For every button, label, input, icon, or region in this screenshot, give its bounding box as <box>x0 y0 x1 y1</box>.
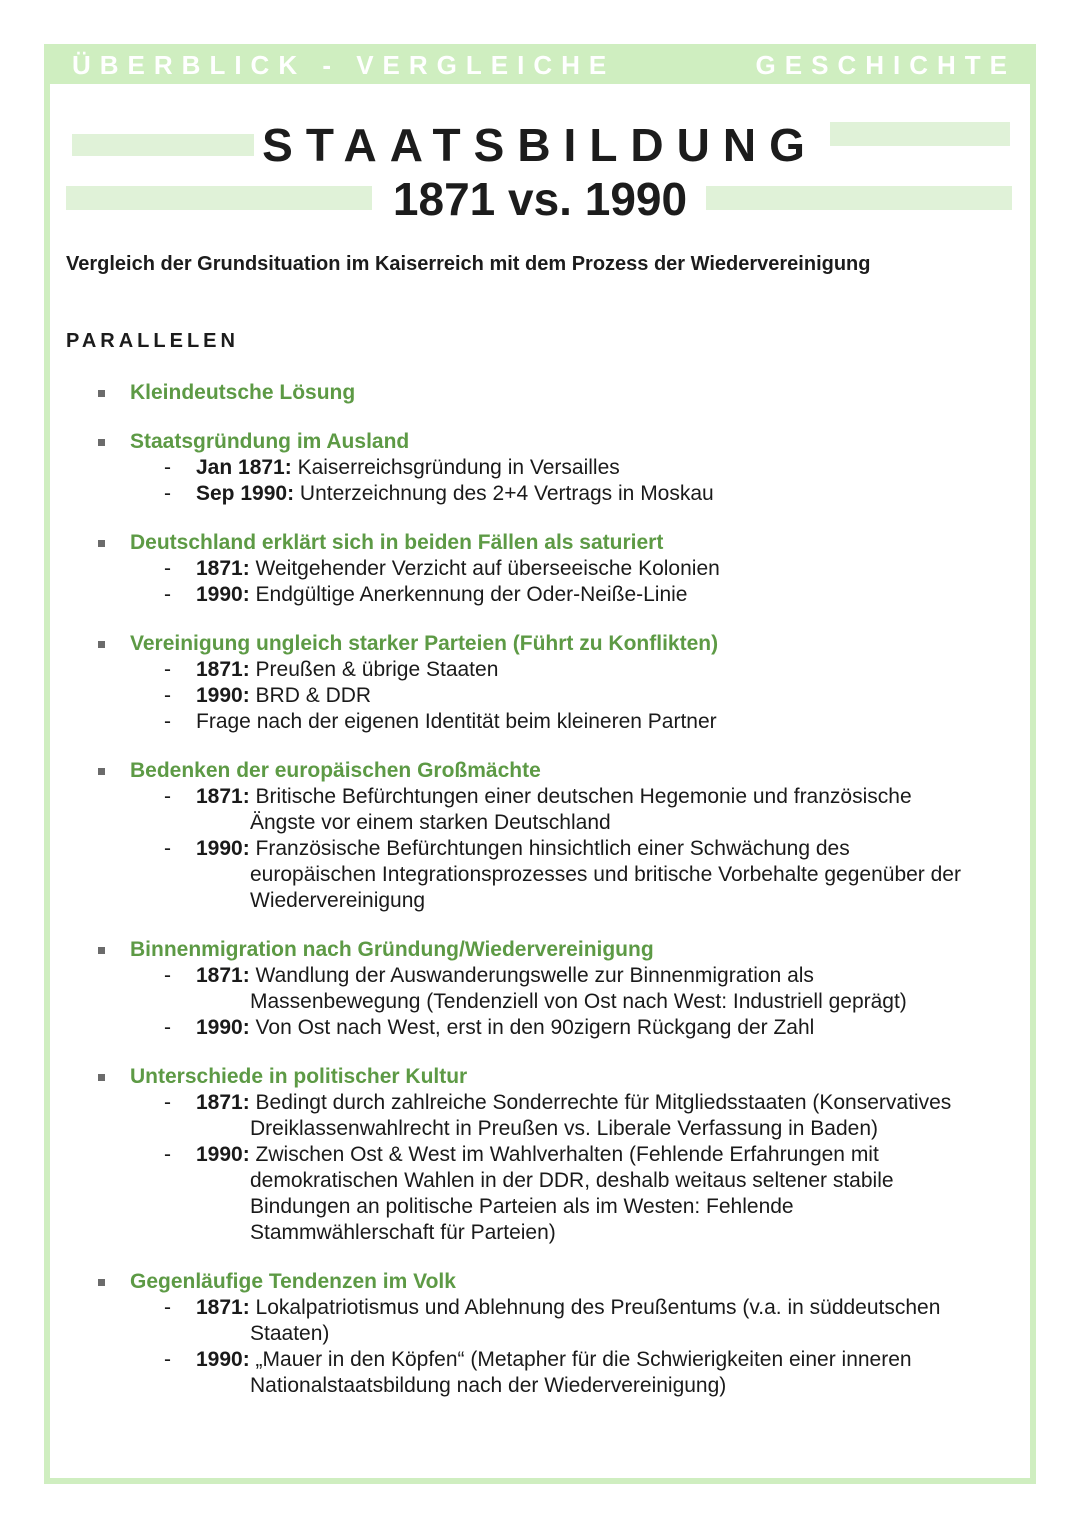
square-bullet-icon <box>98 439 105 446</box>
sub-point-continuation: demokratischen Wahlen in der DDR, deshalb weitaus seltener stabile <box>250 1169 894 1192</box>
sub-point <box>90 582 1020 608</box>
sub-point-date: 1871: <box>196 1091 250 1114</box>
list-item-heading <box>90 758 1020 784</box>
sub-point-text: Kaiserreichsgründung in Versailles <box>291 456 620 479</box>
sub-point-continuation: Ängste vor einem starken Deutschland <box>250 811 611 834</box>
list-item <box>90 380 1020 406</box>
sub-point-text: Wandlung der Auswanderungswelle zur Binnenmigration als <box>249 964 814 987</box>
header-left-label: ÜBERBLICK - VERGLEICHE <box>72 50 616 80</box>
sub-point-text: Britische Befürchtungen einer deutschen Hegemonie und französische <box>249 785 912 808</box>
dash-icon: - <box>164 1016 171 1039</box>
sub-point-continuation: Dreiklassenwahlrecht in Preußen vs. Liberale Verfassung in Baden) <box>250 1117 879 1140</box>
dash-icon: - <box>164 482 171 505</box>
sub-point-continuation: Bindungen an politische Parteien als im Westen: Fehlende <box>250 1195 794 1218</box>
sub-point-continuation: Wiedervereinigung <box>250 889 426 912</box>
list-item-heading-text: Deutschland erklärt sich in beiden Fällen als saturiert <box>130 531 664 554</box>
sub-point-date: 1990: <box>196 837 250 860</box>
sub-point <box>90 1142 1020 1168</box>
sub-point <box>90 784 1020 810</box>
sub-point-date: 1871: <box>196 785 250 808</box>
sub-point-continuation: Staaten) <box>250 1322 330 1345</box>
sub-point-date: 1871: <box>196 557 250 580</box>
header-right-label: GESCHICHTE <box>755 50 1016 80</box>
square-bullet-icon <box>98 768 105 775</box>
sub-point-text: Frage nach der eigenen Identität beim kleineren Partner <box>196 710 717 733</box>
sub-point <box>90 683 1020 709</box>
sub-point-date: 1871: <box>196 964 250 987</box>
sub-point <box>90 836 1020 862</box>
sub-point <box>90 481 1020 507</box>
list-item-heading <box>90 1064 1020 1090</box>
sub-point-text: Zwischen Ost & West im Wahlverhalten (Fehlende Erfahrungen mit <box>249 1143 879 1166</box>
sub-point-date: 1990: <box>196 1348 250 1371</box>
decor-bar-bottom-right <box>706 186 1012 210</box>
decor-bar-bottom-left <box>66 186 372 210</box>
sub-point-text: Bedingt durch zahlreiche Sonderrechte für Mitgliedsstaaten (Konservatives <box>249 1091 952 1114</box>
list-item-heading-text: Bedenken der europäischen Großmächte <box>130 759 541 782</box>
list-item-heading-text: Staatsgründung im Ausland <box>130 430 410 453</box>
list-item <box>90 758 1020 914</box>
intro-text: Vergleich der Grundsituation im Kaiserreich mit dem Prozess der Wiedervereinigung <box>66 253 871 275</box>
list-item-heading <box>90 1269 1020 1295</box>
square-bullet-icon <box>98 641 105 648</box>
sub-point <box>90 657 1020 683</box>
dash-icon: - <box>164 658 171 681</box>
dash-icon: - <box>164 456 171 479</box>
dash-icon: - <box>164 1296 171 1319</box>
sub-point-date: 1990: <box>196 684 250 707</box>
list-item <box>90 1064 1020 1246</box>
sub-point-date: Jan 1871: <box>196 456 292 479</box>
sub-point-date: 1990: <box>196 583 250 606</box>
sub-point-text: Preußen & übrige Staaten <box>249 658 499 681</box>
list-item-heading-text: Kleindeutsche Lösung <box>130 381 356 404</box>
sub-point-continuation: Nationalstaatsbildung nach der Wiedervereinigung) <box>250 1374 727 1397</box>
square-bullet-icon <box>98 947 105 954</box>
sub-point-date: 1990: <box>196 1143 250 1166</box>
square-bullet-icon <box>98 390 105 397</box>
list-item <box>90 937 1020 1041</box>
page-subtitle: 1871 vs. 1990 <box>392 173 688 225</box>
square-bullet-icon <box>98 540 105 547</box>
sub-point <box>90 1090 1020 1116</box>
dash-icon: - <box>164 785 171 808</box>
parallels-list <box>90 380 1020 1422</box>
list-item-heading-text: Binnenmigration nach Gründung/Wiedervereinigung <box>130 938 654 961</box>
list-item <box>90 631 1020 735</box>
list-item <box>90 530 1020 608</box>
dash-icon: - <box>164 964 171 987</box>
list-item-heading <box>90 380 1020 406</box>
sub-point <box>90 963 1020 989</box>
sub-point-text: Französische Befürchtungen hinsichtlich einer Schwächung des <box>249 837 850 860</box>
sub-point-date: 1990: <box>196 1016 250 1039</box>
list-item-heading-text: Vereinigung ungleich starker Parteien (Führt zu Konflikten) <box>130 632 719 655</box>
sub-point-text: Unterzeichnung des 2+4 Vertrags in Moskau <box>294 482 714 505</box>
sub-point-text: BRD & DDR <box>249 684 372 707</box>
list-item-heading <box>90 530 1020 556</box>
sub-point-continuation: Massenbewegung (Tendenziell von Ost nach West: Industriell geprägt) <box>250 990 907 1013</box>
list-item-heading-text: Gegenläufige Tendenzen im Volk <box>130 1270 456 1293</box>
dash-icon: - <box>164 557 171 580</box>
sub-point <box>90 455 1020 481</box>
list-item <box>90 1269 1020 1399</box>
dash-icon: - <box>164 837 171 860</box>
list-item-heading <box>90 429 1020 455</box>
section-heading: PARALLELEN <box>66 330 239 352</box>
sub-point-continuation: europäischen Integrationsprozesses und britische Vorbehalte gegenüber der <box>250 863 961 886</box>
dash-icon: - <box>164 583 171 606</box>
dash-icon: - <box>164 1348 171 1371</box>
dash-icon: - <box>164 1143 171 1166</box>
sub-point-text: Weitgehender Verzicht auf überseeische Kolonien <box>249 557 720 580</box>
square-bullet-icon <box>98 1279 105 1286</box>
dash-icon: - <box>164 710 171 733</box>
sub-point-text: Endgültige Anerkennung der Oder-Neiße-Linie <box>249 583 688 606</box>
sub-point-date: 1871: <box>196 658 250 681</box>
sub-point <box>90 1295 1020 1321</box>
sub-point-date: Sep 1990: <box>196 482 295 505</box>
square-bullet-icon <box>98 1074 105 1081</box>
sub-point-text: Von Ost nach West, erst in den 90zigern Rückgang der Zahl <box>249 1016 815 1039</box>
sub-point <box>90 709 1020 735</box>
sub-point <box>90 556 1020 582</box>
list-item <box>90 429 1020 507</box>
sub-point-text: Lokalpatriotismus und Ablehnung des Preußentums (v.a. in süddeutschen <box>249 1296 941 1319</box>
list-item-heading <box>90 937 1020 963</box>
list-item-heading-text: Unterschiede in politischer Kultur <box>130 1065 468 1088</box>
sub-point <box>90 1347 1020 1373</box>
sub-point-continuation: Stammwählerschaft für Parteien) <box>250 1221 556 1244</box>
dash-icon: - <box>164 1091 171 1114</box>
list-item-heading <box>90 631 1020 657</box>
sub-point-text: „Mauer in den Köpfen“ (Metapher für die Schwierigkeiten einer inneren <box>249 1348 912 1371</box>
sub-point <box>90 1015 1020 1041</box>
dash-icon: - <box>164 684 171 707</box>
sub-point-date: 1871: <box>196 1296 250 1319</box>
page-title: STAATSBILDUNG <box>262 119 818 171</box>
